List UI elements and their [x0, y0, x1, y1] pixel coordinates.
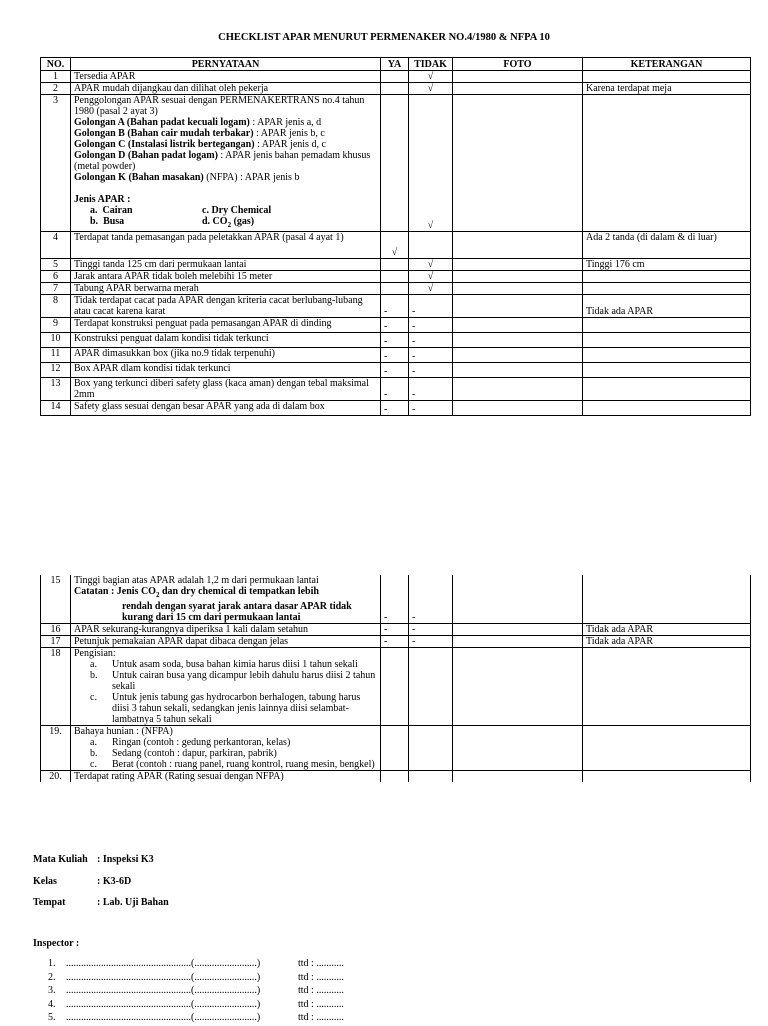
header-tidak: TIDAK	[409, 58, 453, 71]
row-keterangan	[583, 318, 751, 333]
table-row	[41, 271, 751, 283]
row-ya	[381, 83, 409, 95]
row-text: Box yang terkunci diberi safety glass (kaca aman) dengan tebal maksimal 2mm	[71, 378, 381, 401]
row-no: 16	[41, 624, 71, 636]
row-keterangan	[583, 401, 751, 416]
row-ya: -	[381, 401, 409, 416]
header-pernyataan: PERNYATAAN	[71, 58, 381, 71]
table-row	[41, 318, 751, 333]
row-ya: -	[381, 378, 409, 401]
row-no: 12	[41, 363, 71, 378]
table-row	[41, 232, 751, 259]
row-tidak: -	[409, 378, 453, 401]
row-keterangan	[583, 575, 751, 624]
row-ya: -	[381, 624, 409, 636]
row-tidak: √	[409, 95, 453, 232]
row-tidak: -	[409, 363, 453, 378]
row-no: 13	[41, 378, 71, 401]
jenis-row-2: b. Busa d. $CO_2$ (gas)	[90, 216, 255, 229]
page-title: CHECKLIST APAR MENURUT PERMENAKER NO.4/1980 & NFPA 10	[218, 32, 550, 43]
table-row	[41, 771, 751, 783]
row-foto	[453, 333, 583, 348]
row-ya	[381, 771, 409, 783]
row-text: Tabung APAR berwarna merah	[71, 283, 381, 295]
row-text: Terdapat rating APAR (Rating sesuai dengan NFPA)	[71, 771, 381, 783]
row-no: 17	[41, 636, 71, 648]
table-row	[41, 348, 751, 363]
row-foto	[453, 726, 583, 771]
row-foto	[453, 636, 583, 648]
row-text: Tinggi tanda 125 cm dari permukaan lantai	[71, 259, 381, 271]
row-tidak: √	[409, 71, 453, 83]
row-text: Tersedia APAR	[71, 71, 381, 83]
row-foto	[453, 624, 583, 636]
row-no: 6	[41, 271, 71, 283]
row-ya: √	[381, 232, 409, 259]
list-item: b. Untuk cairan busa yang dicampur lebih dahulu harus diisi 2 tahun sekali	[90, 670, 376, 692]
table-row	[41, 283, 751, 295]
row-ya: -	[381, 318, 409, 333]
row-ya: -	[381, 295, 409, 318]
row-ya	[381, 95, 409, 232]
row-tidak: √	[409, 283, 453, 295]
row-foto	[453, 283, 583, 295]
row-no: 3	[41, 95, 71, 232]
row-no: 2	[41, 83, 71, 95]
row-text: Box APAR dlam kondisi tidak terkunci	[71, 363, 381, 378]
row-text: Konstruksi penguat dalam kondisi tidak terkunci	[71, 333, 381, 348]
row-foto	[453, 83, 583, 95]
row-no: 9	[41, 318, 71, 333]
row-tidak	[409, 726, 453, 771]
row-ya: -	[381, 333, 409, 348]
row-tidak: -	[409, 401, 453, 416]
row-foto	[453, 648, 583, 726]
row-tidak: √	[409, 259, 453, 271]
inspector-list	[48, 958, 344, 1026]
inspector-row: 2. ..................................................(.........................) ttd : ...........	[48, 971, 344, 983]
row-keterangan	[583, 726, 751, 771]
golongan-b: Golongan B (Bahan cair mudah terbakar) : APAR jenis b, c	[74, 128, 325, 139]
row-text: Safety glass sesuai dengan besar APAR yang ada di dalam box	[71, 401, 381, 416]
row-ya	[381, 259, 409, 271]
list-item: a. Ringan (contoh : gedung perkantoran, kelas)	[90, 737, 291, 748]
row-ya: -	[381, 363, 409, 378]
row-no: 11	[41, 348, 71, 363]
row-ya	[381, 271, 409, 283]
table-row	[41, 83, 751, 95]
row-foto	[453, 348, 583, 363]
row-foto	[453, 232, 583, 259]
row-foto	[453, 95, 583, 232]
golongan-c: Golongan C (Instalasi listrik bertegangan) : APAR jenis d, c	[74, 139, 326, 150]
row-text: Pengisian: a. Untuk asam soda, busa bahan kimia harus diisi 1 tahun sekali b. Untuk cairan busa yang dicampur lebih dahulu harus diisi 2 tahun sekali c. Untuk jenis tabung gas hydrocarbon berhalogen, tabung harus diisi 3 tahun sekali, sedangkan jenis lainnya diisi selambat-lambatnya 5 tahun sekali	[71, 648, 381, 726]
table-row	[41, 575, 751, 624]
inspector-row: 1. ..................................................(.........................) ttd : ...........	[48, 958, 344, 969]
row-no: 14	[41, 401, 71, 416]
row-keterangan	[583, 71, 751, 83]
info-kelas: Kelas : K3-6D	[33, 876, 132, 887]
row-keterangan	[583, 771, 751, 783]
row-text: Terdapat tanda pemasangan pada peletakkan APAR (pasal 4 ayat 1)	[71, 232, 381, 259]
golongan-a: Golongan A (Bahan padat kecuali logam) : APAR jenis a, d	[74, 117, 322, 128]
row-no: 8	[41, 295, 71, 318]
inspector-label: Inspector :	[33, 938, 80, 949]
row-ya	[381, 726, 409, 771]
row-no: 4	[41, 232, 71, 259]
header-keterangan: KETERANGAN	[583, 58, 751, 71]
table-row	[41, 401, 751, 416]
row-text: APAR dimasukkan box (jika no.9 tidak terpenuhi)	[71, 348, 381, 363]
row-tidak	[409, 771, 453, 783]
row-keterangan	[583, 348, 751, 363]
golongan-d: Golongan D (Bahan padat logam) : APAR jenis bahan pemadam khusus (metal powder)	[74, 150, 371, 172]
info-tempat: Tempat : Lab. Uji Bahan	[33, 897, 169, 908]
row-foto	[453, 771, 583, 783]
golongan-intro: Penggolongan APAR sesuai dengan PERMENAKERTRANS no.4 tahun 1980 (pasal 2 ayat 3)	[74, 95, 365, 117]
inspector-row: 4. ..................................................(.........................) ttd : ...........	[48, 998, 344, 1010]
row-tidak	[409, 648, 453, 726]
row-ya: -	[381, 348, 409, 363]
row-foto	[453, 363, 583, 378]
list-item: c. Berat (contoh : ruang panel, ruang kontrol, ruang mesin, bengkel)	[90, 759, 375, 770]
table-row	[41, 295, 751, 318]
row-no: 20.	[41, 771, 71, 783]
row-no: 15	[41, 575, 71, 624]
row-keterangan	[583, 363, 751, 378]
row-tidak: -	[409, 295, 453, 318]
header-no: NO.	[41, 58, 71, 71]
table-header-row	[41, 58, 751, 71]
row-no: 19.	[41, 726, 71, 771]
row-foto	[453, 295, 583, 318]
row-text: Terdapat konstruksi penguat pada pemasangan APAR di dinding	[71, 318, 381, 333]
row-keterangan	[583, 283, 751, 295]
row-tidak: -	[409, 333, 453, 348]
row-keterangan	[583, 378, 751, 401]
row-foto	[453, 401, 583, 416]
row-tidak	[409, 232, 453, 259]
row-keterangan	[583, 271, 751, 283]
row-text: APAR mudah dijangkau dan dilihat oleh pekerja	[71, 83, 381, 95]
inspector-row: 3. ..................................................(.........................) ttd : ...........	[48, 985, 344, 996]
row-text-golongan	[71, 95, 381, 232]
row15-note: Catatan : Jenis $CO_2$ dan dry chemical di tempatkan lebih	[74, 586, 319, 599]
table-row	[41, 333, 751, 348]
header-ya: YA	[381, 58, 409, 71]
row-tidak: √	[409, 83, 453, 95]
table-row	[41, 726, 751, 771]
row-no: 5	[41, 259, 71, 271]
row-tidak: -	[409, 624, 453, 636]
row-tidak: -	[409, 575, 453, 624]
row-no: 18	[41, 648, 71, 726]
row-text: Tinggi bagian atas APAR adalah 1,2 m dari permukaan lantai Catatan : Jenis $CO_2$ dan dry chemical di tempatkan lebih rendah dengan syarat jarak antara dasar APAR tidak kurang dari 15 cm dari permukaan lantai	[71, 575, 381, 624]
checklist-table-part1	[40, 57, 751, 416]
table-row	[41, 363, 751, 378]
table-row	[41, 71, 751, 83]
row-keterangan	[583, 95, 751, 232]
row-keterangan: Ada 2 tanda (di dalam & di luar)	[583, 232, 751, 259]
table-row	[41, 624, 751, 636]
list-item: b. Sedang (contoh : dapur, parkiran, pabrik)	[90, 748, 277, 759]
row-foto	[453, 271, 583, 283]
row-tidak: -	[409, 636, 453, 648]
row-foto	[453, 575, 583, 624]
row-no: 7	[41, 283, 71, 295]
header-foto: FOTO	[453, 58, 583, 71]
row-keterangan	[583, 333, 751, 348]
row-ya	[381, 648, 409, 726]
row-text: Jarak antara APAR tidak boleh melebihi 15 meter	[71, 271, 381, 283]
table-row	[41, 259, 751, 271]
row-keterangan: Tidak ada APAR	[583, 295, 751, 318]
row-ya: -	[381, 636, 409, 648]
row-tidak: -	[409, 348, 453, 363]
row-text: APAR sekurang-kurangnya diperiksa 1 kali dalam setahun	[71, 624, 381, 636]
row-ya	[381, 71, 409, 83]
row-ya: -	[381, 575, 409, 624]
table-row	[41, 95, 751, 232]
list-item: c. Untuk jenis tabung gas hydrocarbon berhalogen, tabung harus diisi 3 tahun sekali, sedangkan jenis lainnya diisi selambat-lambatnya 5 tahun sekali	[90, 692, 361, 725]
list-item: a. Untuk asam soda, busa bahan kimia harus diisi 1 tahun sekali	[90, 659, 358, 670]
row-tidak: √	[409, 271, 453, 283]
row-foto	[453, 318, 583, 333]
row-foto	[453, 259, 583, 271]
row-keterangan	[583, 648, 751, 726]
table-row	[41, 636, 751, 648]
inspector-row: 5. ..................................................(.........................) ttd : ...........	[48, 1012, 344, 1023]
row-no: 1	[41, 71, 71, 83]
table-row	[41, 378, 751, 401]
row-tidak: -	[409, 318, 453, 333]
row-no: 10	[41, 333, 71, 348]
row-keterangan: Karena terdapat meja	[583, 83, 751, 95]
checklist-table-part2	[40, 575, 751, 782]
row-keterangan: Tidak ada APAR	[583, 624, 751, 636]
row-ya	[381, 283, 409, 295]
jenis-apar-label: Jenis APAR :	[74, 194, 131, 205]
row-text: Bahaya hunian : (NFPA) a. Ringan (contoh : gedung perkantoran, kelas) b. Sedang (contoh : dapur, parkiran, pabrik) c. Berat (contoh : ruang panel, ruang kontrol, ruang mesin, bengkel)	[71, 726, 381, 771]
info-mata-kuliah: Mata Kuliah : Inspeksi K3	[33, 854, 154, 865]
table-row	[41, 648, 751, 726]
row-text: Petunjuk pemakaian APAR dapat dibaca dengan jelas	[71, 636, 381, 648]
row-foto	[453, 378, 583, 401]
golongan-k: Golongan K (Bahan masakan) (NFPA) : APAR jenis b	[74, 172, 300, 183]
row-text: Tidak terdapat cacat pada APAR dengan kriteria cacat berlubang-lubang atau cacat karena karat	[71, 295, 381, 318]
row-foto	[453, 71, 583, 83]
jenis-row-1: a. Cairan c. Dry Chemical	[90, 205, 272, 216]
row-keterangan: Tinggi 176 cm	[583, 259, 751, 271]
row-keterangan: Tidak ada APAR	[583, 636, 751, 648]
